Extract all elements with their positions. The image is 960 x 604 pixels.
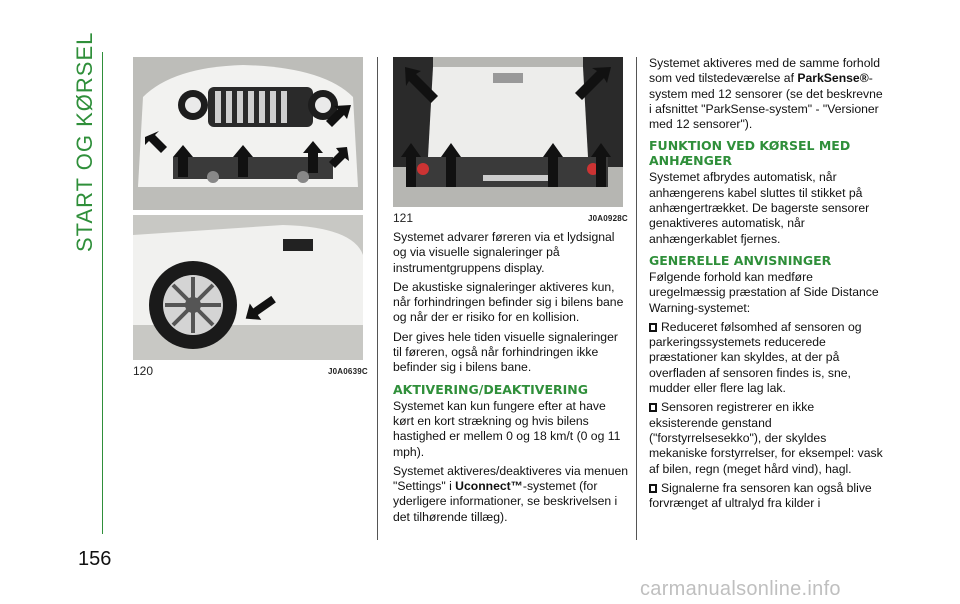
bullet-square-icon — [649, 323, 657, 332]
bullet-item — [649, 320, 885, 396]
bullet-item — [649, 481, 885, 512]
heading-trailer: FUNKTION VED KØRSEL MED ANHÆNGER — [649, 138, 851, 169]
parksense-label: ParkSense® — [797, 71, 869, 86]
section-title: START OG KØRSEL — [72, 31, 97, 252]
bullet-square-icon — [649, 484, 657, 493]
figure-120-code: J0A0639C — [328, 367, 368, 376]
figure-120-bottom-photo — [133, 215, 363, 360]
paragraph: Systemet kan kun fungere efter at have kørt en kort strækning og hvis bilens hastighed er mellem 0 og 18 km/t (0 og 11 mph). — [393, 398, 621, 459]
figure-120-number: 120 — [133, 364, 154, 378]
column-rule-1 — [377, 57, 378, 540]
column-2-text — [393, 230, 629, 529]
heading-activation: AKTIVERING/DEAKTIVERING — [393, 381, 588, 397]
watermark: carmanualsonline.info — [640, 578, 841, 600]
text: Sensoren registrerer en ikke eksisterende genstand ("forstyrrelsesekko"), der skyldes mekaniske forstyrrelser, for eksempel: vask af bilen, regn (meget hård vind), hagl. — [649, 400, 883, 476]
bullet-square-icon — [649, 403, 657, 412]
paragraph: Systemet afbrydes automatisk, når anhængerens kabel sluttes til stikket på anhængertrækket. De bagerste sensorer genaktiveres automatisk, når anhængerkablet fjernes. — [649, 170, 870, 246]
figure-120-top-photo — [133, 57, 363, 210]
uconnect-label: Uconnect™ — [455, 479, 523, 494]
paragraph: De akustiske signaleringer aktiveres kun, når forhindringen befinder sig i bilens bane og når der er risiko for en kollision. — [393, 279, 624, 325]
column-rule-2 — [636, 57, 637, 540]
bullet-item — [649, 400, 885, 476]
text: -system med 12 sensorer (se det beskrevne i afsnittet "ParkSense-system" - "Versioner med 12 sensorer"). — [649, 71, 883, 132]
text: -systemet (for yderligere informationer, se beskrivelsen i det tilhørende tillæg). — [393, 479, 618, 524]
text: Systemet aktiveres/deaktiveres via menuen "Settings" i — [393, 463, 629, 494]
paragraph: Følgende forhold kan medføre uregelmæssig præstation af Side Distance Warning-systemet: — [649, 269, 879, 315]
text: Systemet aktiveres med de samme forhold som ved tilstedeværelse af — [649, 56, 880, 86]
text: Reduceret følsomhed af sensoren og parkeringssystemets reducerede præstationer kan skyldes, at der på overfladen af sensoren findes is, sne, mudder eller flere lag lak. — [649, 319, 862, 396]
heading-general: GENERELLE ANVISNINGER — [649, 252, 832, 268]
paragraph — [649, 56, 885, 132]
figure-121-number: 121 — [393, 211, 414, 225]
paragraph — [393, 464, 629, 525]
figure-121-code: J0A0928C — [588, 214, 628, 223]
page-number: 156 — [78, 548, 112, 570]
column-3-text — [649, 56, 885, 515]
text: Signalerne fra sensoren kan også blive forvrænget af ultralyd fra kilder i — [649, 480, 872, 511]
paragraph: Der gives hele tiden visuelle signaleringer til føreren, også når forhindringen ikke befinder sig i bilens bane. — [393, 329, 618, 375]
paragraph: Systemet advarer føreren via et lydsignal og via visuelle signaleringer på instrumentgruppens display. — [393, 230, 615, 275]
section-rule — [102, 52, 103, 534]
figure-121-photo — [393, 57, 623, 207]
